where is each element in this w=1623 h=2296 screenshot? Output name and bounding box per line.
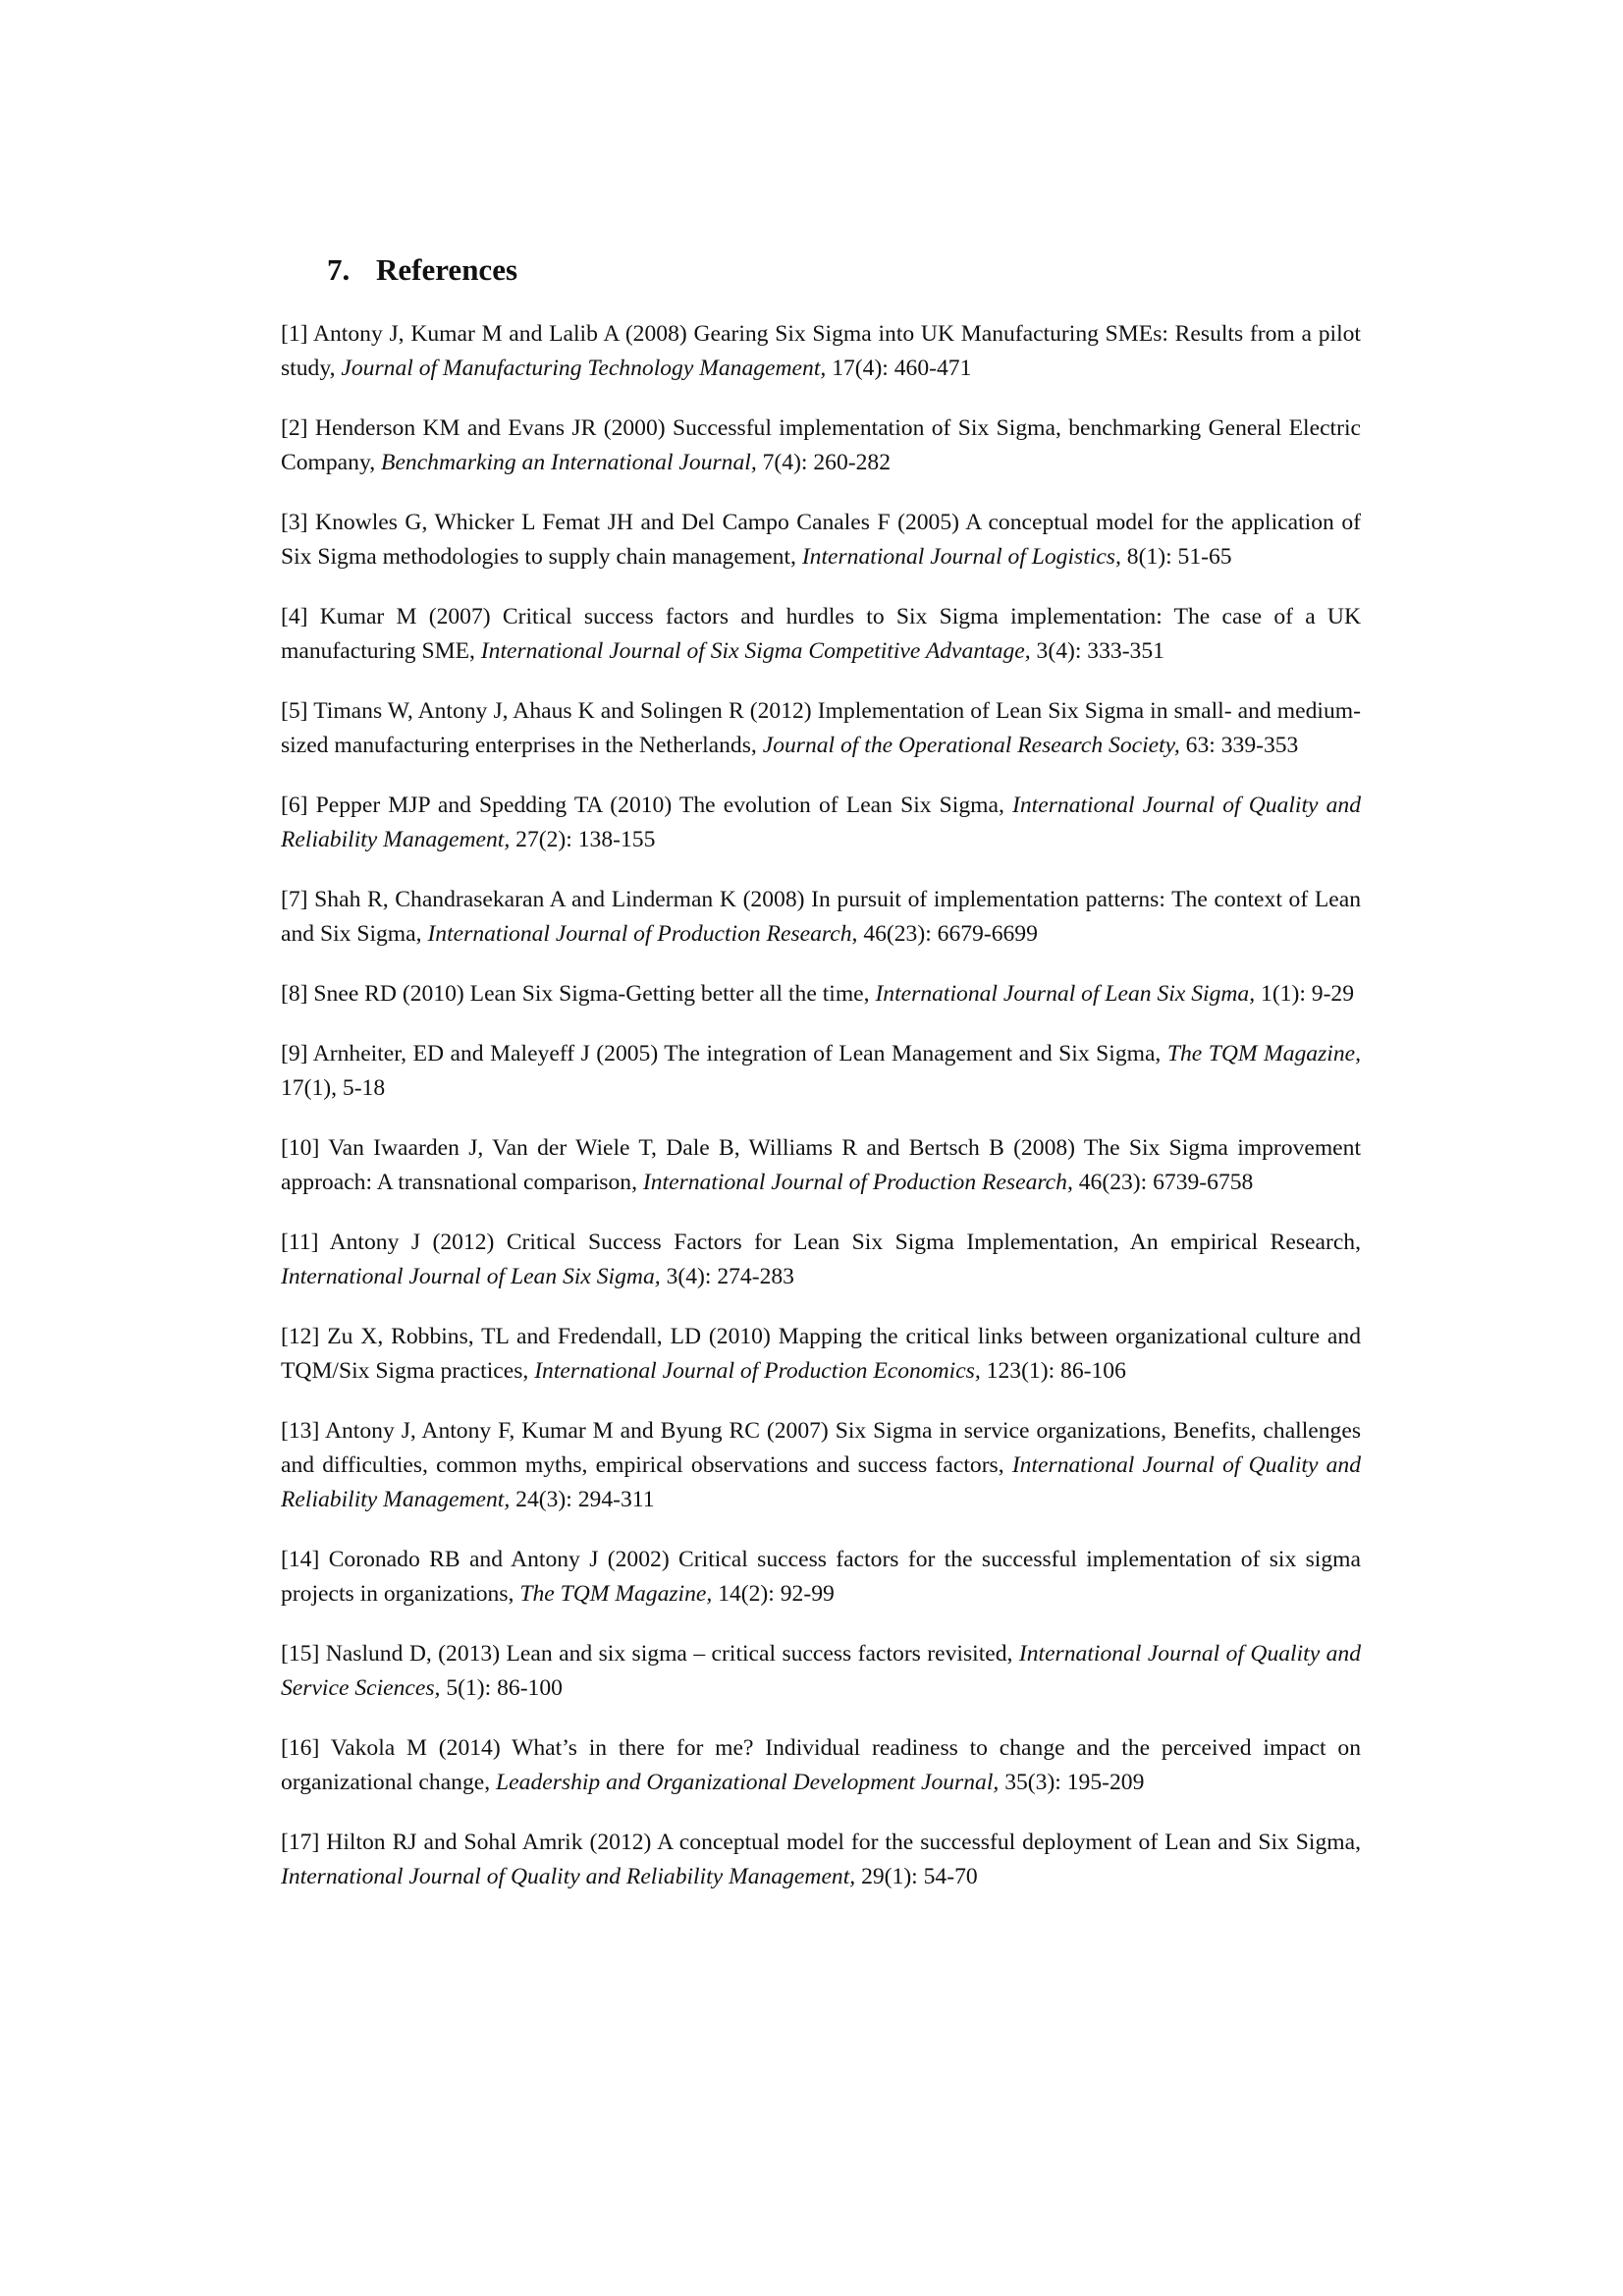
reference-label: [2] <box>281 415 308 441</box>
reference-text: Antony J (2012) Critical Success Factors for Lean Six Sigma Implementation, An empirical Research, <box>329 1230 1361 1255</box>
reference-details: 8(1): 51-65 <box>1126 544 1232 570</box>
reference-text: Snee RD (2010) Lean Six Sigma-Getting better all the time, <box>313 981 870 1007</box>
reference-text: Henderson KM and Evans JR (2000) Successful implementation of Six Sigma, benchmarking General Electric Company, <box>281 415 1361 475</box>
reference-details: 14(2): 92-99 <box>718 1581 835 1607</box>
reference-text: Timans W, Antony J, Ahaus K and Solingen R (2012) Implementation of Lean Six Sigma in small- and medium-sized manufacturing enterprises in the Netherlands, <box>281 698 1361 758</box>
reference-details: 3(4): 333-351 <box>1036 638 1164 664</box>
reference-item <box>281 1731 1361 1800</box>
reference-item <box>281 1320 1361 1389</box>
reference-text: Arnheiter, ED and Maleyeff J (2005) The integration of Lean Management and Six Sigma, <box>312 1041 1162 1066</box>
reference-text: Van Iwaarden J, Van der Wiele T, Dale B, Williams R and Bertsch B (2008) The Six Sigma improvement approach: A transnational comparison, <box>281 1135 1361 1195</box>
reference-details: 46(23): 6739-6758 <box>1078 1170 1254 1195</box>
reference-item <box>281 1637 1361 1706</box>
reference-text: Vakola M (2014) What’s in there for me? Individual readiness to change and the perceived impact on organizational change, <box>281 1735 1361 1795</box>
reference-text: Naslund D, (2013) Lean and six sigma – critical success factors revisited, <box>325 1641 1013 1667</box>
reference-label: [9] <box>281 1041 308 1066</box>
reference-label: [12] <box>281 1324 320 1349</box>
reference-text: Antony J, Antony F, Kumar M and Byung RC (2007) Six Sigma in service organizations, Benefits, challenges and difficulties, common myths, empirical observations and success factors, <box>281 1418 1361 1478</box>
reference-item <box>281 883 1361 952</box>
reference-journal: International Journal of Quality and Reliability Management, <box>281 1452 1361 1512</box>
reference-text: Antony J, Kumar M and Lalib A (2008) Gearing Six Sigma into UK Manufacturing SMEs: Results from a pilot study, <box>281 321 1361 381</box>
reference-details: 17(4): 460-471 <box>832 355 972 381</box>
reference-journal: International Journal of Six Sigma Competitive Advantage, <box>480 638 1031 664</box>
reference-text: Pepper MJP and Spedding TA (2010) The evolution of Lean Six Sigma, <box>315 793 1004 818</box>
reference-label: [17] <box>281 1830 320 1855</box>
reference-text: Kumar M (2007) Critical success factors and hurdles to Six Sigma implementation: The case of a UK manufacturing SME, <box>281 604 1361 664</box>
reference-label: [6] <box>281 793 308 818</box>
reference-label: [3] <box>281 510 308 535</box>
reference-details: 27(2): 138-155 <box>515 827 656 852</box>
reference-journal: International Journal of Lean Six Sigma, <box>281 1264 661 1289</box>
reference-details: 24(3): 294-311 <box>515 1487 655 1512</box>
reference-label: [15] <box>281 1641 320 1667</box>
reference-item <box>281 1226 1361 1294</box>
reference-details: 29(1): 54-70 <box>861 1864 978 1889</box>
reference-details: 46(23): 6679-6699 <box>863 921 1038 947</box>
reference-label: [11] <box>281 1230 319 1255</box>
reference-journal: International Journal of Production Research, <box>427 921 858 947</box>
reference-item <box>281 1826 1361 1894</box>
reference-list <box>281 317 1361 1920</box>
reference-journal: Journal of the Operational Research Society, <box>762 733 1180 758</box>
reference-item <box>281 1414 1361 1517</box>
reference-label: [7] <box>281 887 308 912</box>
reference-label: [8] <box>281 981 308 1007</box>
reference-label: [4] <box>281 604 308 629</box>
reference-item <box>281 317 1361 386</box>
reference-journal: The TQM Magazine, <box>1166 1041 1361 1066</box>
reference-item <box>281 1543 1361 1612</box>
reference-item <box>281 506 1361 574</box>
reference-journal: International Journal of Production Research, <box>642 1170 1073 1195</box>
reference-details: 1(1): 9-29 <box>1261 981 1355 1007</box>
reference-details: 5(1): 86-100 <box>446 1675 563 1701</box>
reference-journal: Journal of Manufacturing Technology Management, <box>341 355 827 381</box>
reference-details: 7(4): 260-282 <box>762 450 892 475</box>
reference-label: [1] <box>281 321 308 347</box>
reference-journal: International Journal of Logistics, <box>801 544 1121 570</box>
reference-journal: International Journal of Quality and Reliability Management, <box>281 793 1362 852</box>
reference-journal: International Journal of Lean Six Sigma, <box>875 981 1256 1007</box>
reference-journal: Leadership and Organizational Development Journal, <box>496 1770 1000 1795</box>
reference-item <box>281 600 1361 669</box>
reference-item <box>281 694 1361 763</box>
reference-journal: International Journal of Quality and Service Sciences, <box>281 1641 1362 1701</box>
reference-journal: International Journal of Production Economics, <box>534 1358 981 1384</box>
reference-details: 123(1): 86-106 <box>986 1358 1126 1384</box>
section-number: 7. <box>327 252 351 287</box>
reference-item <box>281 1131 1361 1200</box>
section-heading <box>327 250 517 290</box>
reference-journal: The TQM Magazine, <box>519 1581 713 1607</box>
reference-text: Zu X, Robbins, TL and Fredendall, LD (2010) Mapping the critical links between organizational culture and TQM/Six Sigma practices, <box>281 1324 1361 1384</box>
reference-journal: International Journal of Quality and Reliability Management, <box>281 1864 856 1889</box>
reference-label: [10] <box>281 1135 320 1161</box>
reference-journal: Benchmarking an International Journal, <box>381 450 757 475</box>
reference-item <box>281 789 1361 857</box>
reference-label: [16] <box>281 1735 320 1761</box>
reference-text: Shah R, Chandrasekaran A and Linderman K (2008) In pursuit of implementation patterns: The context of Lean and Six Sigma, <box>281 887 1361 947</box>
reference-label: [14] <box>281 1547 320 1572</box>
reference-details: 63: 339-353 <box>1185 733 1299 758</box>
reference-text: Coronado RB and Antony J (2002) Critical success factors for the successful implementation of six sigma projects in organizations, <box>281 1547 1361 1607</box>
reference-label: [13] <box>281 1418 320 1444</box>
reference-details: 17(1), 5-18 <box>281 1075 386 1101</box>
reference-item <box>281 1037 1361 1106</box>
reference-text: Knowles G, Whicker L Femat JH and Del Campo Canales F (2005) A conceptual model for the application of Six Sigma methodologies to supply chain management, <box>281 510 1361 570</box>
section-title: References <box>376 252 518 287</box>
reference-item <box>281 977 1361 1011</box>
reference-item <box>281 411 1361 480</box>
reference-label: [5] <box>281 698 308 724</box>
reference-details: 35(3): 195-209 <box>1004 1770 1145 1795</box>
reference-details: 3(4): 274-283 <box>666 1264 794 1289</box>
reference-text: Hilton RJ and Sohal Amrik (2012) A conceptual model for the successful deployment of Lean and Six Sigma, <box>326 1830 1361 1855</box>
